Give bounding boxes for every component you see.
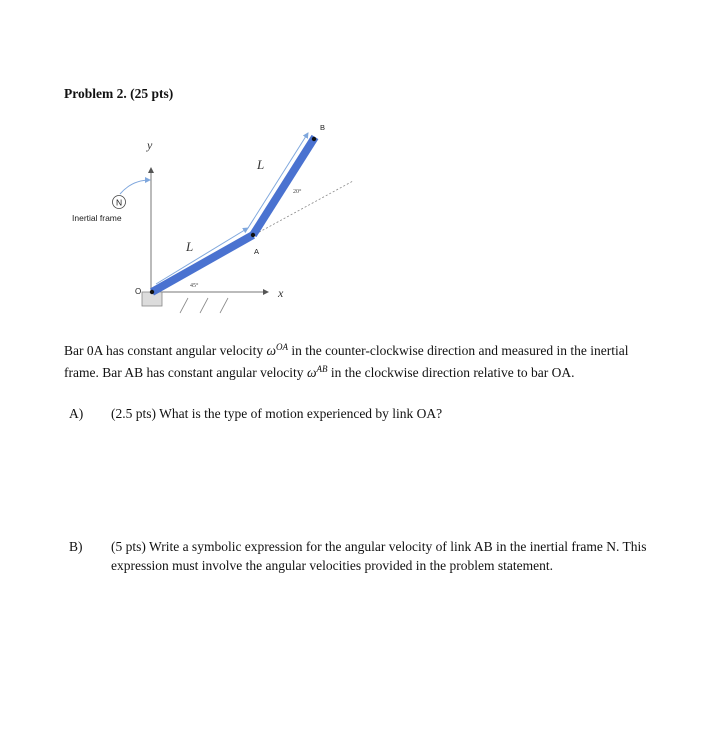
bar-AB	[253, 137, 315, 235]
frame-rotation-arrow	[120, 180, 150, 194]
question-b-text: (5 pts) Write a symbolic expression for the angular velocity of link AB in the inertial frame N. This expression must involve the angular velocities provided in the problem statement.	[111, 539, 647, 573]
angle-OA-label: 45°	[190, 283, 199, 289]
mechanism-diagram	[60, 118, 360, 318]
bar-OA	[152, 235, 253, 292]
ground-hatch-1	[180, 298, 188, 313]
omega-ab-symbol: ω	[306, 365, 317, 380]
point-O-label: O	[135, 287, 142, 296]
ground-hatch-3	[220, 298, 228, 313]
x-axis-label: x	[278, 286, 284, 300]
question-a-label: A)	[69, 406, 84, 421]
omega-ab-superscript: AB	[316, 364, 328, 374]
point-A-label: A	[254, 247, 260, 256]
omega-oa-symbol: ω	[266, 343, 276, 358]
ground-hatch-2	[200, 298, 208, 313]
joint-B	[312, 137, 316, 141]
frame-label: Inertial frame	[72, 213, 122, 223]
frame-badge-letter: N	[116, 197, 123, 208]
mechanism-figure	[60, 118, 360, 323]
point-B-label: B	[320, 123, 326, 132]
question-a	[69, 405, 671, 424]
y-axis-label: y	[147, 138, 153, 152]
statement-part-3: in the clockwise direction relative to bar OA.	[327, 365, 575, 380]
statement-part-1: Bar 0A has constant angular velocity	[64, 343, 267, 358]
length-arrow-AB	[248, 133, 308, 228]
problem-statement	[64, 338, 660, 382]
length-OA-label: L	[186, 239, 194, 254]
joint-A	[251, 233, 255, 237]
angle-AB-label: 20°	[293, 189, 302, 195]
statement-part-2: in the counter-clockwise direction and measured in the inertial frame. Bar AB has constant angular velocity	[64, 343, 629, 380]
length-arrow-OA	[156, 228, 248, 284]
question-b	[69, 538, 671, 575]
omega-oa-superscript: OA	[276, 342, 288, 352]
joint-O	[150, 290, 154, 294]
question-a-text: (2.5 pts) What is the type of motion experienced by link OA?	[111, 406, 443, 421]
length-AB-label: L	[257, 157, 265, 172]
question-b-label: B)	[69, 539, 83, 554]
problem-heading: Problem 2. (25 pts)	[64, 86, 174, 101]
